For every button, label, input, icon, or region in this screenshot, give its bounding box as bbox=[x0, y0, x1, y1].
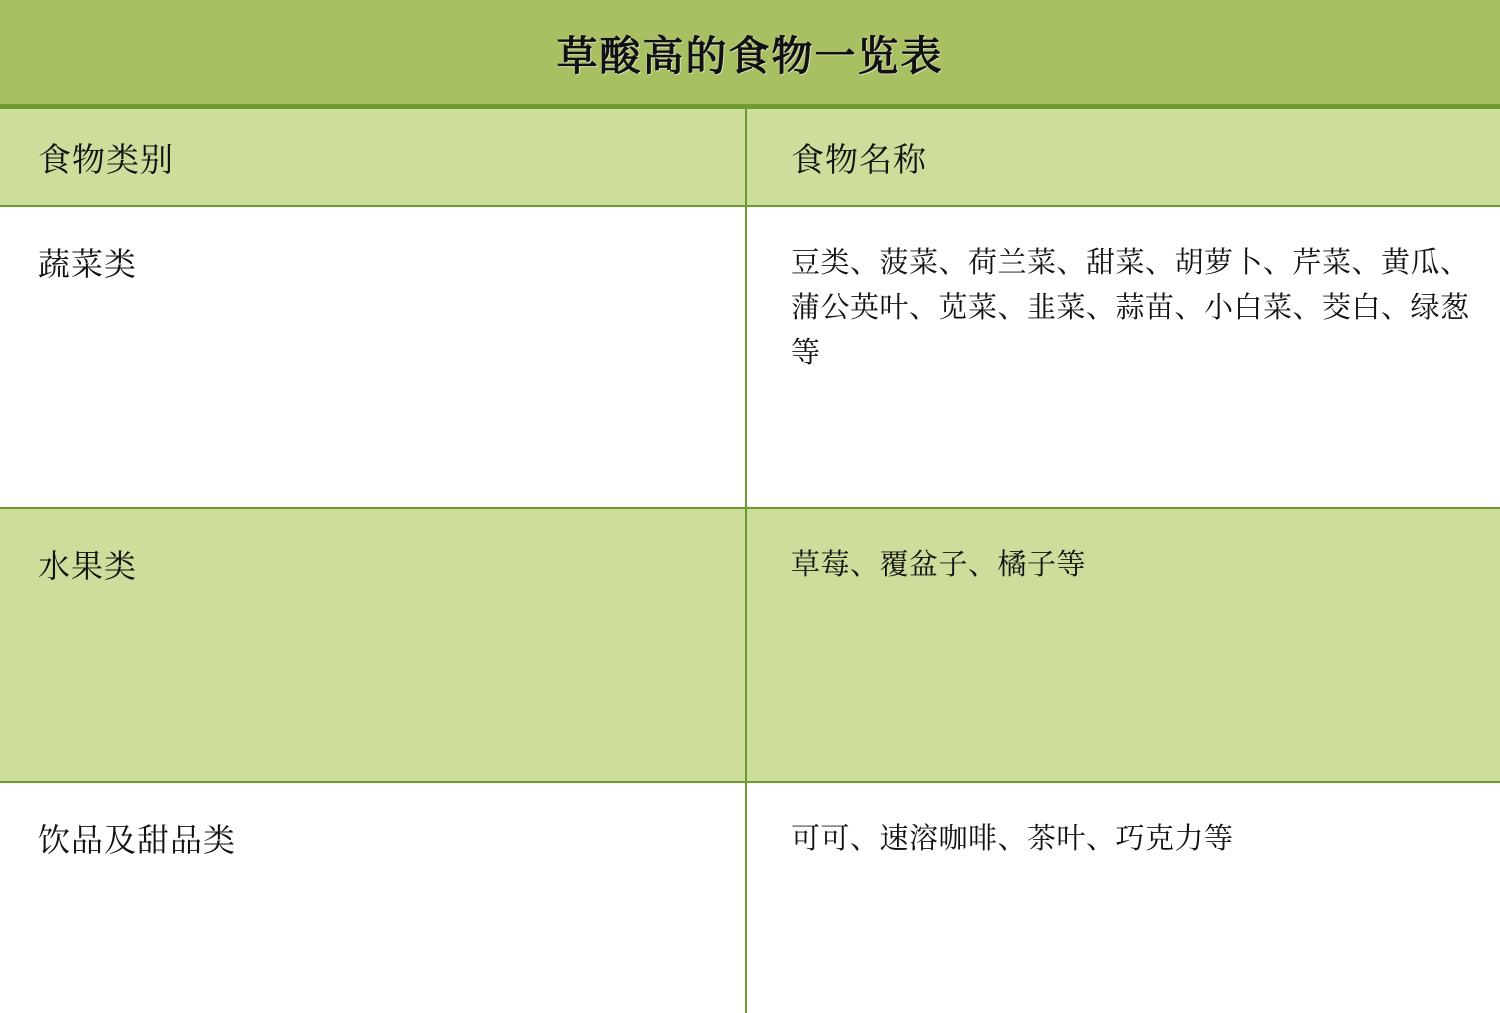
title-band bbox=[0, 0, 1500, 107]
category-text: 蔬菜类 bbox=[38, 246, 138, 282]
table-row bbox=[0, 782, 1500, 1013]
column-header-category-label: 食物类别 bbox=[38, 140, 174, 178]
table-header-row bbox=[0, 108, 1500, 206]
table-cell-items bbox=[746, 508, 1500, 782]
table-row bbox=[0, 206, 1500, 508]
category-text: 饮品及甜品类 bbox=[38, 822, 237, 858]
table-header bbox=[0, 108, 1500, 206]
oxalate-food-table bbox=[0, 107, 1500, 1013]
page-title: 草酸高的食物一览表 bbox=[556, 32, 944, 79]
table-row bbox=[0, 508, 1500, 782]
column-header-name-label: 食物名称 bbox=[791, 140, 927, 178]
items-text: 豆类、菠菜、荷兰菜、甜菜、胡萝卜、芹菜、黄瓜、蒲公英叶、苋菜、韭菜、蒜苗、小白菜、茭白、绿葱等 bbox=[791, 247, 1470, 369]
table-cell-category bbox=[0, 206, 746, 508]
column-header-name bbox=[746, 108, 1500, 206]
table-cell-category bbox=[0, 782, 746, 1013]
table-body bbox=[0, 206, 1500, 1013]
category-text: 水果类 bbox=[38, 548, 138, 584]
table-cell-items bbox=[746, 206, 1500, 508]
table-cell-category bbox=[0, 508, 746, 782]
items-text: 可可、速溶咖啡、茶叶、巧克力等 bbox=[791, 823, 1234, 855]
items-text: 草莓、覆盆子、橘子等 bbox=[791, 549, 1087, 581]
column-header-category bbox=[0, 108, 746, 206]
table-cell-items bbox=[746, 782, 1500, 1013]
